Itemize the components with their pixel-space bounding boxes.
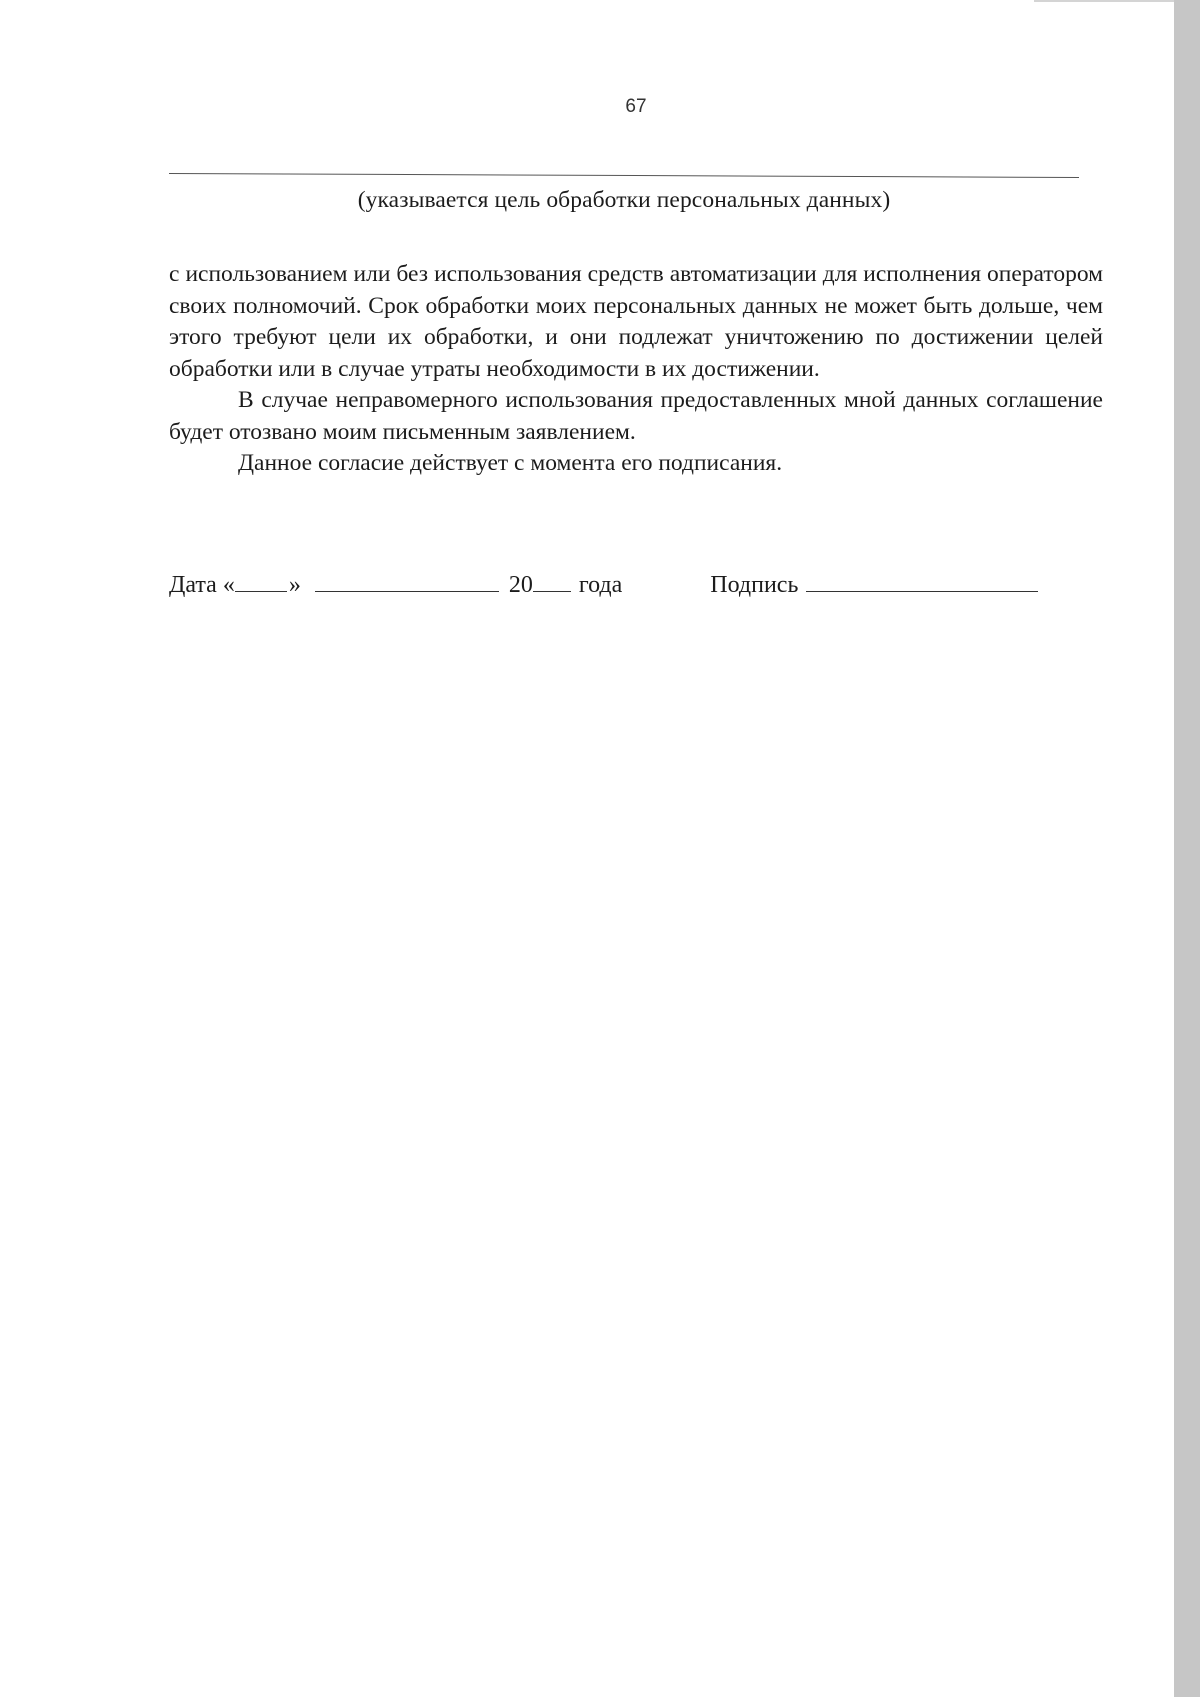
year-prefix: 20 — [508, 572, 533, 598]
year-blank — [533, 569, 571, 592]
signature-label: Подпись — [710, 572, 799, 598]
scan-edge-shadow — [1174, 0, 1200, 1697]
paragraph-validity: Данное согласие действует с момента его подписания. — [238, 450, 783, 476]
date-label: Дата « — [169, 572, 235, 598]
purpose-fill-line — [169, 173, 1079, 178]
month-blank — [315, 569, 499, 592]
date-signature-row — [169, 569, 1099, 601]
paragraph-revocation: В случае неправомерного использования предоставленных мной данных соглашение будет отозвано моим письменным заявлением. — [169, 387, 1103, 445]
purpose-caption: (указывается цель обработки персональных данных) — [357, 187, 891, 213]
date-quote-close: » — [288, 572, 301, 598]
year-suffix: года — [578, 572, 623, 598]
scan-edge-line — [1034, 0, 1174, 2]
signature-blank — [806, 569, 1038, 592]
paragraph-processing: с использованием или без использования средств автоматизации для исполнения оператором своих полномочий. Срок обработки моих персональных данных не может быть дольше, чем этого требуют цели их обработки, и они подлежат уничтожению по достижении целей обработки или в случае утраты необходимости в их достижении. — [169, 261, 1103, 382]
day-blank — [235, 569, 287, 592]
page-number: 67 — [625, 96, 647, 117]
consent-body — [169, 259, 1103, 480]
